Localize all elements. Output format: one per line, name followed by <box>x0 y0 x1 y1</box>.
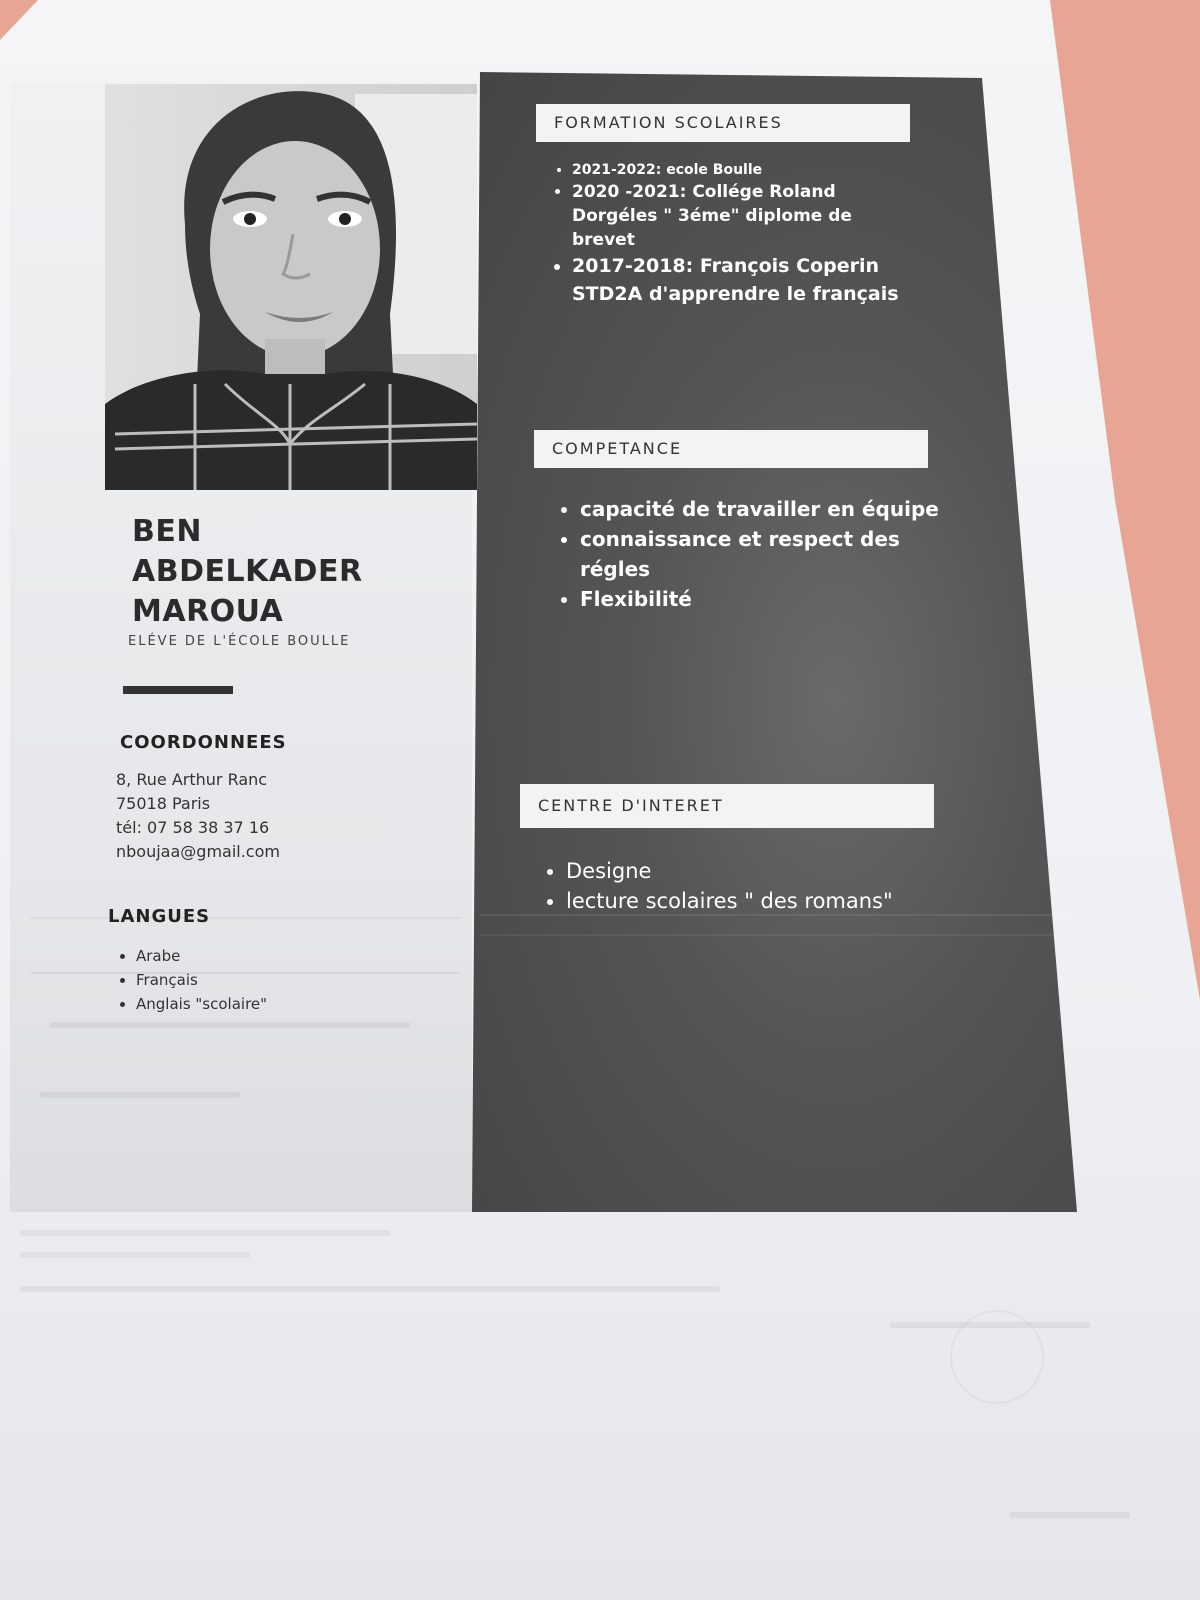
scan-line <box>30 917 460 919</box>
address-line: 75018 Paris <box>116 794 211 813</box>
show-through-text <box>50 1022 410 1028</box>
scan-line <box>480 914 1070 916</box>
show-through-text <box>40 1092 240 1098</box>
name-line: BEN <box>132 514 202 549</box>
langues-heading: LANGUES <box>108 906 211 927</box>
show-through-stamp <box>950 1310 1044 1404</box>
scan-line <box>30 972 460 974</box>
list-item: • capacité de travailler en équipe <box>580 494 960 524</box>
contact-block <box>116 768 280 864</box>
portrait-illustration <box>105 84 477 490</box>
list-item: • Flexibilité <box>580 584 960 614</box>
list-item: • lecture scolaires " des romans" <box>566 886 986 916</box>
show-through-text <box>1010 1512 1130 1518</box>
formation-list <box>550 160 902 308</box>
langues-list <box>114 944 267 1016</box>
scan-line <box>480 934 1070 936</box>
email: nboujaa@gmail.com <box>116 842 280 861</box>
competance-list <box>558 494 960 614</box>
name-line: MAROUA <box>132 594 284 629</box>
formation-heading: FORMATION SCOLAIRES <box>536 104 910 142</box>
show-through-text <box>20 1230 390 1236</box>
list-item: • Anglais "scolaire" <box>136 992 267 1016</box>
list-item: • Arabe <box>136 944 267 968</box>
portrait-photo <box>105 84 477 490</box>
address-line: 8, Rue Arthur Ranc <box>116 770 268 789</box>
competance-heading: COMPETANCE <box>534 430 928 468</box>
list-item: • connaissance et respect des régles <box>580 524 960 584</box>
interet-list <box>544 856 986 916</box>
list-item: • 2021-2022: ecole Boulle <box>572 160 902 180</box>
name-line: ABDELKADER <box>132 554 363 589</box>
interet-heading: CENTRE D'INTERET <box>520 784 934 828</box>
cv-document <box>10 72 1085 1212</box>
list-item: • 2017-2018: François Coperin STD2A d'apprendre le français <box>572 252 902 308</box>
name-block <box>132 512 363 632</box>
list-item: • Français <box>136 968 267 992</box>
phone: tél: 07 58 38 37 16 <box>116 818 270 837</box>
list-item: • 2020 -2021: Collége Roland Dorgéles " 3éme" diplome de brevet <box>572 180 902 252</box>
show-through-text <box>20 1286 720 1292</box>
divider <box>123 686 233 694</box>
coordonnees-heading: COORDONNEES <box>120 732 287 753</box>
subtitle: ELÉVE DE L'ÉCOLE BOULLE <box>128 634 351 649</box>
list-item: • Designe <box>566 856 986 886</box>
show-through-text <box>20 1252 250 1258</box>
